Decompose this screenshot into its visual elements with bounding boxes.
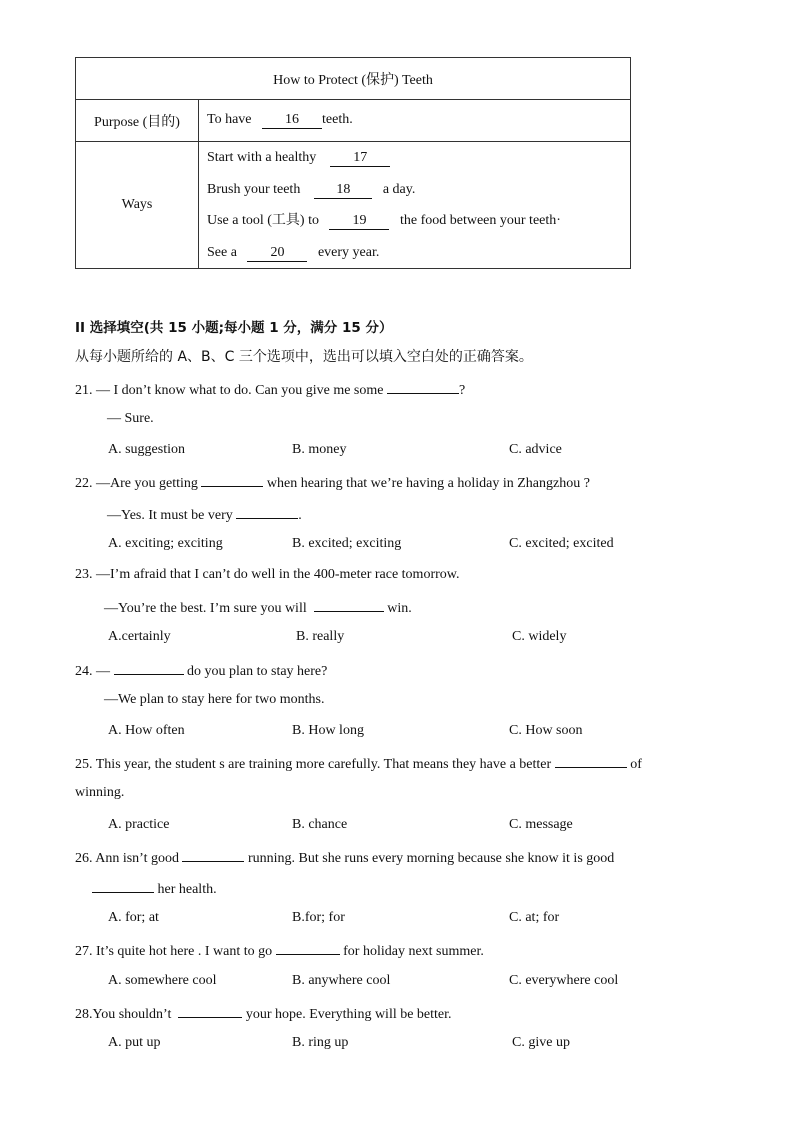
option-b: B. anywhere cool: [292, 973, 391, 988]
option-b: B. How long: [292, 723, 364, 738]
option-c: C. everywhere cool: [509, 973, 619, 988]
option-b: B. really: [296, 629, 345, 644]
blank-20: 20: [247, 245, 307, 262]
question-23: 23. —I’m afraid that I can’t do well in the 400-meter race tomorrow.: [75, 567, 460, 582]
purpose-suffix: teeth.: [322, 112, 353, 127]
answer-blank: [314, 598, 384, 612]
question-text: 21. — I don’t know what to do. Can you give me some: [75, 383, 384, 398]
option-b: B. money: [292, 442, 347, 457]
option-a: A. put up: [108, 1035, 161, 1050]
blank-17: 17: [330, 150, 390, 167]
answer-blank: [92, 879, 154, 893]
answer-blank: [236, 505, 298, 519]
question-22: [75, 473, 590, 492]
ways-text: See a: [207, 244, 237, 260]
question-28: [75, 1004, 452, 1023]
question-21: [75, 380, 465, 399]
ways-text: every year.: [317, 244, 380, 260]
question-text: your hope. Everything will be better.: [245, 1007, 452, 1022]
question-text: when hearing that we’re having a holiday in Zhangzhou ?: [266, 476, 590, 491]
ways-text: a day.: [382, 181, 416, 197]
ways-text: Start with a healthy: [207, 150, 317, 165]
question-text: —You’re the best. I’m sure you will: [104, 601, 307, 616]
question-text: 24. —: [75, 664, 110, 679]
question-text: running. But she runs every morning because she know it is good: [247, 851, 615, 866]
answer-blank: [276, 941, 340, 955]
ways-label: Ways: [76, 142, 199, 269]
question-text: for holiday next summer.: [343, 944, 484, 959]
ways-line: [207, 205, 630, 237]
response-line: — Sure.: [107, 411, 154, 426]
section-instruction: 从每小题所给的 A、B、C 三个选项中，选出可以填入空白处的正确答案。: [75, 349, 533, 365]
question-text: 22. —Are you getting: [75, 476, 198, 491]
blank-19: 19: [329, 213, 389, 230]
purpose-prefix: To have: [207, 112, 252, 127]
option-a: A.certainly: [108, 629, 171, 644]
question-text: 28.You shouldn’t: [75, 1007, 172, 1022]
option-a: A. How often: [108, 723, 185, 738]
ways-cell: [199, 142, 631, 269]
question-text: —Yes. It must be very: [107, 508, 233, 523]
option-b: B.for; for: [292, 910, 345, 925]
option-c: C. advice: [509, 442, 562, 457]
option-c: C. message: [509, 817, 573, 832]
option-b: B. chance: [292, 817, 348, 832]
question-text: of: [630, 757, 642, 772]
question-text: 27. It’s quite hot here . I want to go: [75, 944, 273, 959]
question-text: ?: [459, 383, 466, 398]
response-line: [104, 598, 412, 617]
option-c: C. give up: [512, 1035, 570, 1050]
answer-blank: [387, 380, 459, 394]
purpose-label: Purpose (目的): [76, 100, 199, 142]
question-text: winning.: [75, 785, 125, 800]
answer-blank: [114, 661, 184, 675]
option-c: C. How soon: [509, 723, 583, 738]
option-b: B. excited; exciting: [292, 536, 402, 551]
question-text: .: [298, 508, 302, 523]
answer-blank: [555, 754, 627, 768]
ways-text: Brush your teeth: [207, 181, 301, 197]
option-b: B. ring up: [292, 1035, 349, 1050]
option-c: C. excited; excited: [509, 536, 614, 551]
option-a: A. practice: [108, 817, 170, 832]
option-a: A. suggestion: [108, 442, 185, 457]
option-a: A. exciting; exciting: [108, 536, 223, 551]
answer-blank: [178, 1004, 242, 1018]
question-text: win.: [387, 601, 412, 616]
answer-blank: [201, 473, 263, 487]
blank-18: 18: [314, 182, 372, 199]
question-text: her health.: [157, 882, 217, 897]
option-a: A. somewhere cool: [108, 973, 217, 988]
ways-text: Use a tool (工具) to: [207, 213, 319, 228]
table-title: How to Protect (保护) Teeth: [76, 58, 631, 100]
option-c: C. widely: [512, 629, 567, 644]
question-26: [75, 848, 614, 867]
answer-blank: [182, 848, 244, 862]
response-line: —We plan to stay here for two months.: [104, 692, 325, 707]
teeth-protection-table: [75, 57, 631, 269]
question-text: 26. Ann isn’t good: [75, 851, 179, 866]
ways-text: the food between your teeth·: [399, 213, 561, 228]
question-text: do you plan to stay here?: [187, 664, 328, 679]
ways-line: [207, 142, 630, 174]
question-24: [75, 661, 327, 680]
section-title: II 选择填空(共 15 小题;每小题 1 分，满分 15 分）: [75, 320, 393, 336]
question-text: 25. This year, the student s are training more carefully. That means they have a better: [75, 757, 552, 772]
question-27: [75, 941, 484, 960]
option-a: A. for; at: [108, 910, 159, 925]
question-text: [92, 879, 217, 898]
ways-line: [207, 237, 630, 269]
blank-16: 16: [262, 112, 322, 129]
question-25: [75, 754, 642, 773]
purpose-cell: [199, 100, 631, 142]
option-c: C. at; for: [509, 910, 560, 925]
response-line: [107, 505, 302, 524]
ways-line: [207, 174, 630, 206]
